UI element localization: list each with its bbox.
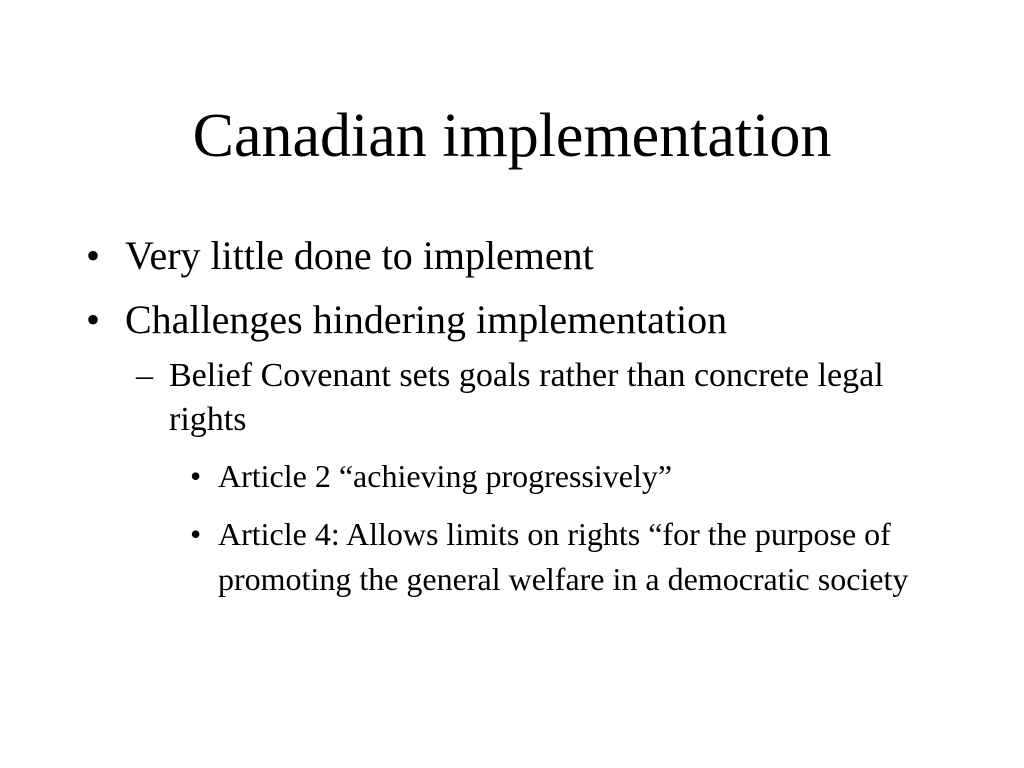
sub-sub-bullet-item — [190, 454, 946, 499]
bullet-marker: • — [86, 297, 101, 342]
dash-marker: – — [136, 357, 153, 394]
sub-sub-bullet-text: Article 2 “achieving progressively” — [218, 458, 673, 494]
bullet-text: Challenges hindering implementation — [125, 297, 728, 342]
bullet-item — [86, 232, 946, 280]
bullet-marker: • — [190, 516, 202, 552]
sub-sub-bullet-text: Article 4: Allows limits on rights “for the purpose of promoting the general welfare in a democratic society — [218, 516, 909, 597]
slide-body — [86, 232, 946, 615]
bullet-marker: • — [86, 233, 101, 278]
bullet-text: Very little done to implement — [125, 233, 594, 278]
sub-bullet-text: Belief Covenant sets goals rather than concrete legal rights — [169, 357, 884, 438]
bullet-marker: • — [190, 458, 202, 494]
bullet-item — [86, 296, 946, 344]
slide-title: Canadian implementation — [192, 102, 832, 170]
sub-sub-bullet-item — [190, 512, 946, 602]
sub-bullet-item — [130, 354, 946, 442]
